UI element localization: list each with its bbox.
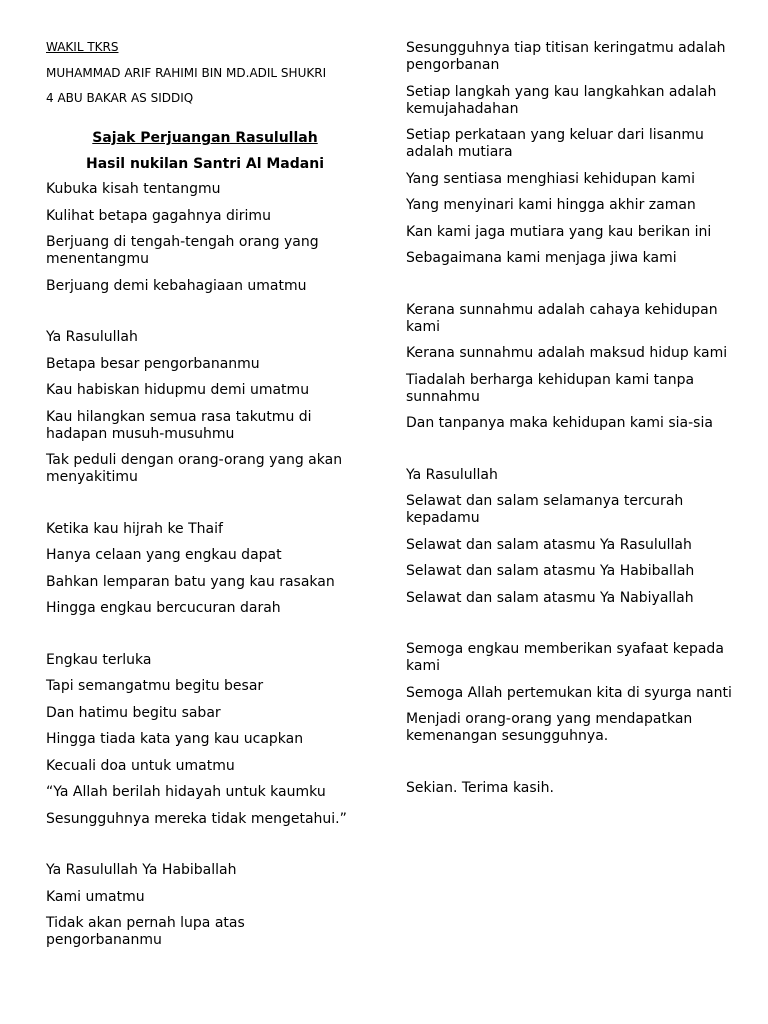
poem-line: Kerana sunnahmu adalah cahaya kehidupan kami <box>406 301 718 335</box>
poem-line: Betapa besar pengorbananmu <box>46 355 260 372</box>
stanza <box>46 329 364 486</box>
poem-line: Selawat dan salam selamanya tercurah kepadamu <box>406 493 684 526</box>
stanza <box>406 780 736 797</box>
stanza <box>46 652 364 828</box>
poem-line: Kulihat betapa gagahnya dirimu <box>46 207 271 224</box>
poem-line: Selawat dan salam atasmu Ya Nabiyallah <box>406 589 694 606</box>
poem-line: Dan tanpanya maka kehidupan kami sia-sia <box>406 415 713 431</box>
stanza-gap <box>46 304 364 329</box>
poem-line: Hingga engkau bercucuran darah <box>46 600 281 616</box>
poem-line: Berjuang di tengah-tengah orang yang menentangmu <box>46 234 319 267</box>
poem-line: Tiadalah berharga kehidupan kami tanpa sunnahmu <box>406 371 695 405</box>
header-role: WAKIL TKRS <box>46 40 119 54</box>
stanza-gap <box>406 442 736 467</box>
poem-line: Kau habiskan hidupmu demi umatmu <box>46 382 310 398</box>
poem-line: Ya Rasulullah <box>406 466 498 483</box>
poem-line: “Ya Allah berilah hidayah untuk kaumku <box>46 784 326 800</box>
left-stanzas <box>46 181 364 949</box>
poem-line: Ya Rasulullah Ya Habiballah <box>46 862 237 878</box>
poem-line: Sekian. Terima kasih. <box>406 779 554 796</box>
poem-line: Kecuali doa untuk umatmu <box>46 757 235 774</box>
poem-line: Tak peduli dengan orang-orang yang akan menyakitimu <box>46 452 343 485</box>
poem-line: Kami umatmu <box>46 888 145 905</box>
header-class: 4 ABU BAKAR AS SIDDIQ <box>46 91 194 105</box>
poem-line: Sebagaimana kami menjaga jiwa kami <box>406 250 677 266</box>
stanza <box>46 181 364 295</box>
poem-line: Ketika kau hijrah ke Thaif <box>46 520 223 537</box>
poem-line: Bahkan lemparan batu yang kau rasakan <box>46 573 335 590</box>
stanza-gap <box>406 755 736 780</box>
poem-line: Hanya celaan yang engkau dapat <box>46 547 282 563</box>
poem-line: Tapi semangatmu begitu besar <box>46 678 264 694</box>
poem-title: Sajak Perjuangan Rasulullah <box>92 130 318 146</box>
poem-line: Sesungguhnya tiap titisan keringatmu adalah pengorbanan <box>406 40 726 73</box>
poem-line: Dan hatimu begitu sabar <box>46 704 221 721</box>
poem-line: Yang menyinari kami hingga akhir zaman <box>406 197 696 213</box>
stanza <box>406 467 736 607</box>
header-author-name: MUHAMMAD ARIF RAHIMI BIN MD.ADIL SHUKRI <box>46 65 327 80</box>
poem-line: Selawat dan salam atasmu Ya Rasulullah <box>406 536 692 553</box>
right-stanzas <box>406 40 736 797</box>
poem-line: Setiap langkah yang kau langkahkan adalah kemujahadahan <box>406 83 717 117</box>
right-column <box>406 40 736 806</box>
stanza-gap <box>46 627 364 652</box>
stanza <box>406 641 736 745</box>
stanza-gap <box>46 496 364 521</box>
stanza <box>46 521 364 618</box>
left-column <box>46 40 364 959</box>
poem-line: Berjuang demi kebahagiaan umatmu <box>46 277 307 294</box>
poem-line: Sesungguhnya mereka tidak mengetahui.” <box>46 810 347 827</box>
stanza-gap <box>406 277 736 302</box>
poem-subtitle: Hasil nukilan Santri Al Madani <box>86 156 324 172</box>
stanza <box>406 302 736 433</box>
poem-line: Menjadi orang-orang yang mendapatkan kemenangan sesungguhnya. <box>406 711 693 744</box>
poem-line: Kau hilangkan semua rasa takutmu di hadapan musuh-musuhmu <box>46 408 312 442</box>
poem-line: Kubuka kisah tentangmu <box>46 181 221 197</box>
stanza-gap <box>406 616 736 641</box>
poem-line: Selawat dan salam atasmu Ya Habiballah <box>406 563 695 579</box>
poem-line: Semoga Allah pertemukan kita di syurga nanti <box>406 684 732 701</box>
stanza <box>46 862 364 949</box>
poem-line: Ya Rasulullah <box>46 329 138 345</box>
poem-line: Kan kami jaga mutiara yang kau berikan ini <box>406 223 712 240</box>
poem-line: Yang sentiasa menghiasi kehidupan kami <box>406 170 695 187</box>
stanza-gap <box>46 837 364 862</box>
poem-line: Setiap perkataan yang keluar dari lisanmu adalah mutiara <box>406 127 704 160</box>
poem-line: Semoga engkau memberikan syafaat kepada kami <box>406 641 724 674</box>
stanza <box>406 40 736 267</box>
poem-line: Kerana sunnahmu adalah maksud hidup kami <box>406 345 728 361</box>
poem-line: Engkau terluka <box>46 651 152 668</box>
poem-line: Tidak akan pernah lupa atas pengorbananmu <box>46 915 245 948</box>
poem-line: Hingga tiada kata yang kau ucapkan <box>46 731 304 747</box>
